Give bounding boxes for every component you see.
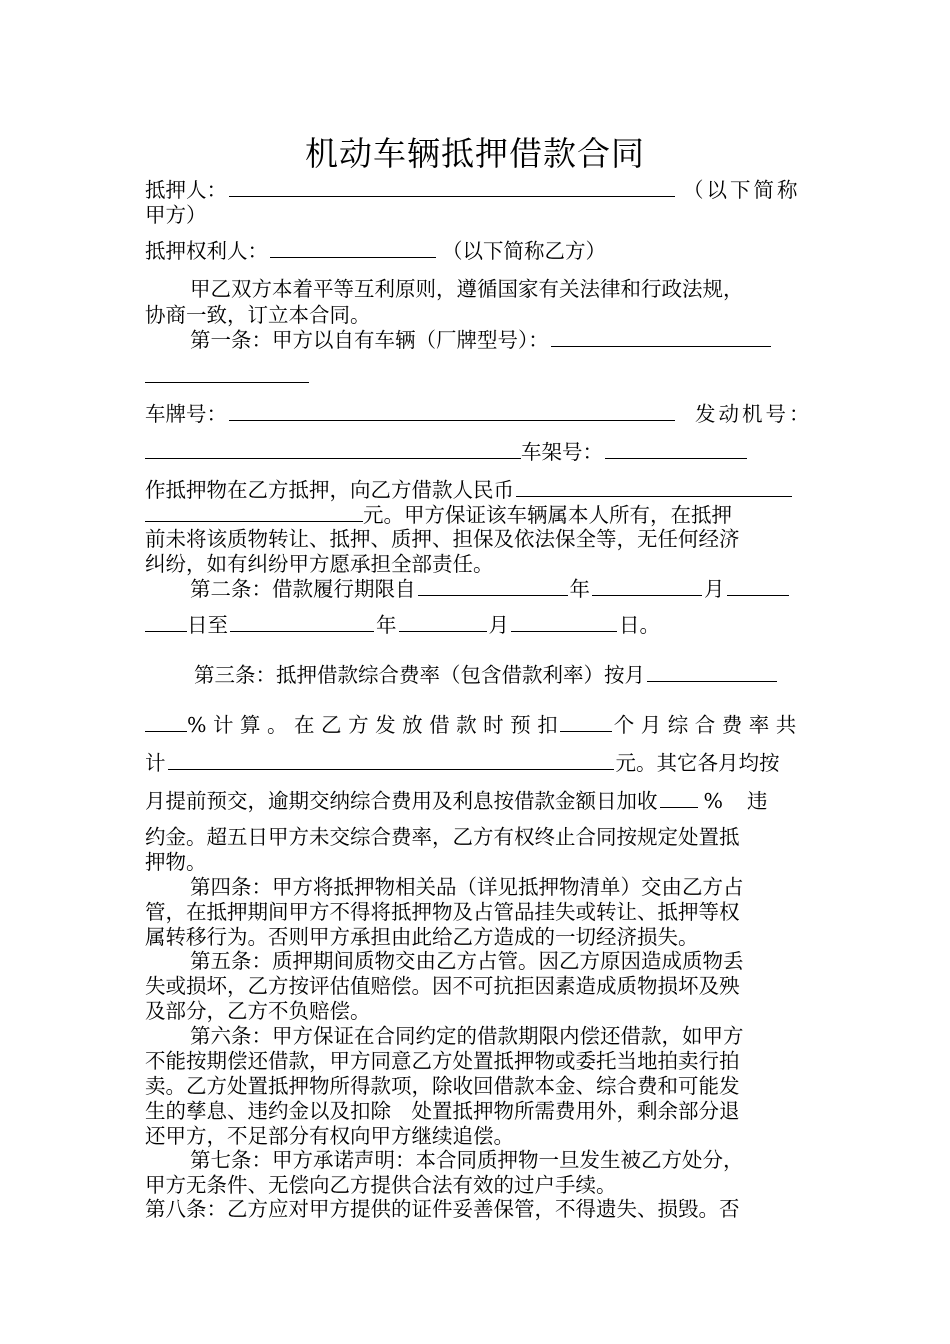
yuan-line [145, 501, 732, 528]
pledgor-suffix: （以下简称 [683, 178, 801, 202]
article1-line-b: 前未将该质物转让、抵押、质押、担保及依法保全等，无任何经济 [145, 527, 740, 551]
monthly-rate-blank[interactable] [647, 661, 777, 682]
engine-vin-line [145, 438, 749, 465]
intro-line-2: 协商一致，订立本合同。 [145, 303, 371, 327]
month-label: 月 [704, 577, 725, 601]
pledgor-line [145, 176, 801, 203]
months-fee: 个 月 综 合 费 率 共 [613, 713, 797, 737]
article5-line-3: 及部分，乙方不负赔偿。 [145, 999, 371, 1023]
late-rate-blank[interactable] [660, 787, 698, 808]
month-label-2: 月 [488, 613, 509, 637]
article4-line-2: 管，在抵押期间甲方不得将抵押物及占管品挂失或转让、抵押等权 [145, 900, 740, 924]
vin-label: 车架号： [521, 440, 603, 464]
plate-blank[interactable] [229, 400, 675, 421]
late-pct: % [703, 789, 723, 813]
pledgor-label: 抵押人： [145, 178, 227, 202]
article2-line-2 [145, 611, 660, 638]
total-suffix: 元。其它各月均按 [615, 751, 780, 775]
article3-line-2 [145, 711, 796, 738]
engine-label: 发动机号： [695, 402, 813, 426]
monthly-rate-blank-2[interactable] [145, 711, 187, 732]
article3-line-3 [145, 749, 780, 776]
start-day-blank-2[interactable] [145, 611, 187, 632]
article6-line-3: 卖。乙方处置抵押物所得款项，除收回借款本金、综合费和可能发 [145, 1074, 740, 1098]
article6-line-2: 不能按期偿还借款，甲方同意乙方处置抵押物或委托当地拍卖行拍 [145, 1049, 740, 1073]
article2-lead: 第二条：借款履行期限自 [190, 577, 416, 601]
yuan-text: 元。甲方保证该车辆属本人所有，在抵押 [363, 503, 732, 527]
loan-text: 作抵押物在乙方抵押，向乙方借款人民币 [145, 478, 514, 502]
article7-line-2: 甲方无条件、无偿向乙方提供合法有效的过户手续。 [145, 1173, 617, 1197]
article6-line-4: 生的孳息、违约金以及扣除 处置抵押物所需费用外，剩余部分退 [145, 1099, 740, 1123]
article3-line-d: 约金。超五日甲方未交综合费率，乙方有权终止合同按规定处置抵 [145, 825, 740, 849]
page-title: 机动车辆抵押借款合同 [305, 134, 645, 173]
year-label: 年 [569, 577, 590, 601]
end-day-blank[interactable] [511, 611, 617, 632]
plate-engine-line [145, 400, 813, 427]
engine-blank[interactable] [145, 438, 521, 459]
article1-lead: 第一条：甲方以自有车辆（厂牌型号）： [190, 328, 549, 352]
intro-line-1: 甲乙双方本着平等互利原则，遵循国家有关法律和行政法规， [190, 277, 744, 301]
article1-lead-line [190, 326, 773, 353]
pledgor-suffix-line: 甲方） [145, 203, 207, 227]
total-fee-blank[interactable] [168, 749, 614, 770]
loan-amount-blank[interactable] [516, 476, 792, 497]
start-year-blank[interactable] [418, 575, 568, 596]
total-prefix: 计 [145, 751, 166, 775]
start-day-blank[interactable] [727, 575, 789, 596]
day-to-label: 日至 [187, 613, 228, 637]
months-blank[interactable] [560, 711, 612, 732]
pledgee-label: 抵押权利人： [145, 239, 268, 263]
loan-line [145, 476, 794, 503]
vin-blank[interactable] [605, 438, 747, 459]
article3-lead: 第三条：抵押借款综合费率（包含借款利率）按月 [194, 663, 645, 687]
article6-line-5: 还甲方，不足部分有权向甲方继续追偿。 [145, 1124, 514, 1148]
article5-line-2: 失或损坏，乙方按评估值赔偿。因不可抗拒因素造成质物损坏及殃 [145, 974, 740, 998]
article4-line-3: 属转移行为。否则甲方承担由此给乙方造成的一切经济损失。 [145, 925, 699, 949]
article5-line-1: 第五条：质押期间质物交由乙方占管。因乙方原因造成质物丢 [190, 949, 744, 973]
article1-line-c: 纠纷，如有纠纷甲方愿承担全部责任。 [145, 552, 494, 576]
article3-line [194, 661, 779, 688]
pledgor-blank[interactable] [229, 176, 675, 197]
article3-line-e: 押物。 [145, 850, 207, 874]
end-month-blank[interactable] [399, 611, 487, 632]
pledgee-suffix: （以下简称乙方） [442, 239, 606, 263]
end-year-blank[interactable] [230, 611, 374, 632]
article8-line-1: 第八条：乙方应对甲方提供的证件妥善保管，不得遗失、损毁。否 [145, 1197, 740, 1221]
start-month-blank[interactable] [592, 575, 702, 596]
model-blank-2[interactable] [145, 362, 309, 383]
pct-calc: % 计 算 。 在 乙 方 发 放 借 款 时 预 扣 [187, 713, 558, 737]
pledgee-line [145, 237, 606, 264]
late-text: 月提前预交，逾期交纳综合费用及利息按借款金额日加收 [145, 789, 658, 813]
article7-line-1: 第七条：甲方承诺声明：本合同质押物一旦发生被乙方处分， [190, 1148, 744, 1172]
article3-line-4 [145, 787, 767, 814]
article2-line [190, 575, 791, 602]
day-end-label: 日。 [619, 613, 660, 637]
late-suffix: 违 [746, 789, 768, 813]
model-blank-continued-line [145, 362, 309, 389]
pledgee-blank[interactable] [270, 237, 436, 258]
loan-amount-blank-2[interactable] [145, 501, 363, 522]
article4-line-1: 第四条：甲方将抵押物相关品（详见抵押物清单）交由乙方占 [190, 875, 744, 899]
plate-label: 车牌号： [145, 402, 227, 426]
article6-line-1: 第六条：甲方保证在合同约定的借款期限内偿还借款，如甲方 [190, 1024, 744, 1048]
model-blank[interactable] [551, 326, 771, 347]
year-label-2: 年 [376, 613, 397, 637]
